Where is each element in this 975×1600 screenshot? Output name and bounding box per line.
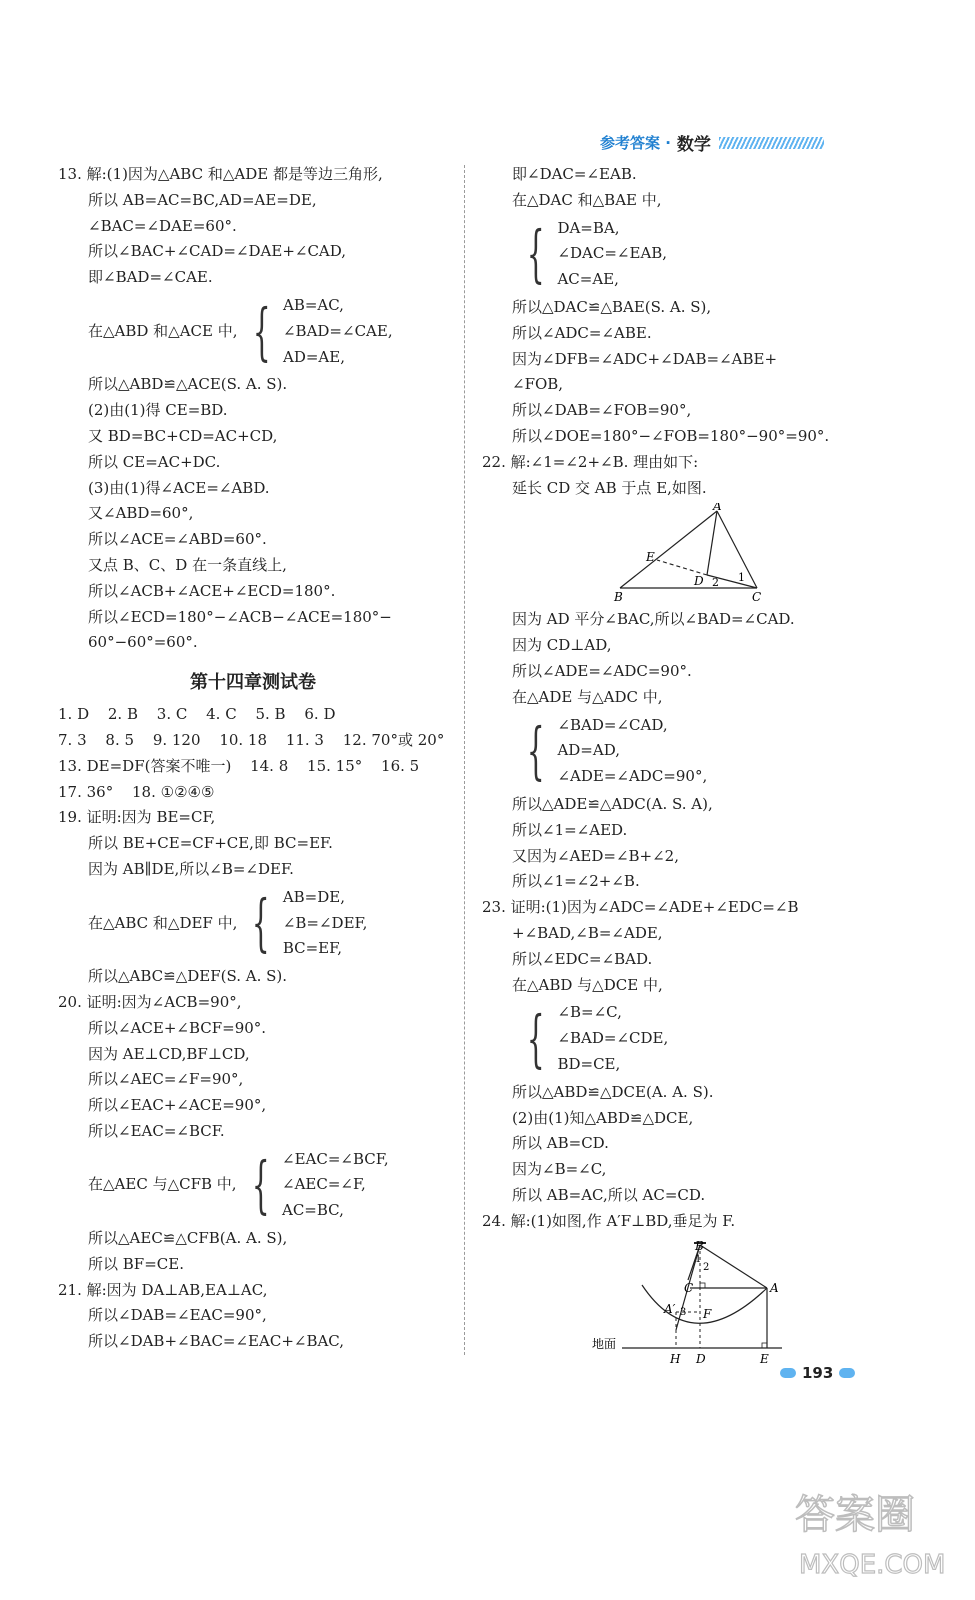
text-line: 所以∠DAB=∠FOB=90°, <box>512 401 692 420</box>
answer-item: 3. C <box>156 705 188 724</box>
equation-system <box>482 216 877 293</box>
equation-system <box>482 713 877 790</box>
system-item: AC=AE, <box>557 270 619 289</box>
text-line: 因为 AD 平分∠BAC,所以∠BAD=∠CAD. <box>512 610 795 629</box>
text-line: 所以∠EAC=∠BCF. <box>88 1121 225 1140</box>
text-line: 在△DAC 和△BAE 中, <box>512 190 662 209</box>
answer-row <box>58 754 448 780</box>
text-line: 所以 AB=AC=BC,AD=AE=DE, <box>88 190 317 209</box>
system-item: ∠B=∠C, <box>557 1003 622 1022</box>
answer-item: 7. 3 <box>58 730 87 749</box>
text-line: 所以∠DOE=180°−∠FOB=180°−90°=90°. <box>512 426 830 445</box>
system-item: BC=EF, <box>282 939 342 958</box>
text-line: 19. 证明:因为 BE=CF, <box>58 808 216 827</box>
equation-system <box>482 1000 877 1077</box>
text-line: 所以 CE=AC+DC. <box>88 452 221 471</box>
answer-item: 14. 8 <box>250 756 289 775</box>
fig-label: E <box>646 550 655 565</box>
text-line: 所以∠BAC+∠CAD=∠DAE+∠CAD, <box>88 242 347 261</box>
page-number <box>780 1364 855 1382</box>
problem-22 <box>482 450 877 895</box>
text-line: 所以 AB=CD. <box>512 1134 609 1153</box>
brace-icon: { <box>252 886 270 960</box>
text-line: 23. 证明:(1)因为∠ADC=∠ADE+∠EDC=∠B <box>482 898 799 917</box>
swing-figure <box>592 1240 792 1368</box>
brace-icon: { <box>526 1002 545 1075</box>
text-line: 所以 AB=AC,所以 AC=CD. <box>512 1185 706 1204</box>
column-divider <box>464 165 465 1355</box>
page-number-text: 193 <box>802 1364 834 1382</box>
fig-label: C <box>752 590 762 604</box>
problem-21 <box>58 1278 448 1355</box>
problem-24 <box>482 1209 877 1373</box>
fig-label: E <box>760 1352 769 1367</box>
fig-label: B <box>614 590 623 604</box>
text-line: 所以△ABD≌△DCE(A. A. S). <box>512 1082 714 1101</box>
watermark-logo <box>785 1478 955 1588</box>
system-item: ∠AEC=∠F, <box>282 1175 366 1194</box>
system-lead: 在△AEC 与△CFB 中, <box>88 1175 237 1194</box>
answer-item: 18. ①②④⑤ <box>132 782 215 801</box>
text-line: 21. 解:因为 DA⊥AB,EA⊥AC, <box>58 1280 268 1299</box>
text-line: 又点 B、C、D 在一条直线上, <box>88 555 287 574</box>
text-line: 又∠ABD=60°, <box>88 504 194 523</box>
text-line: 在△ABD 与△DCE 中, <box>512 975 663 994</box>
system-lead: 在△ABD 和△ACE 中, <box>88 321 238 340</box>
answer-item: 8. 5 <box>105 730 135 749</box>
answer-item: 6. D <box>304 705 336 724</box>
problem-21-continued <box>482 162 877 450</box>
system-item: AB=DE, <box>282 887 345 906</box>
text-line: 22. 解:∠1=∠2+∠B. 理由如下: <box>482 452 699 471</box>
answer-item: 11. 3 <box>285 730 324 749</box>
text-line: (3)由(1)得∠ACE=∠ABD. <box>88 478 270 497</box>
fig-label: 1 <box>738 571 745 585</box>
system-item: DA=BA, <box>557 218 620 237</box>
system-item: AD=AD, <box>557 741 620 760</box>
system-item: ∠EAC=∠BCF, <box>282 1149 389 1168</box>
text-line: 因为 CD⊥AD, <box>512 636 612 655</box>
chapter-title: 第十四章测试卷 <box>190 672 316 694</box>
answer-item: 15. 15° <box>307 756 363 775</box>
text-line: 13. 解:(1)因为△ABC 和△ADE 都是等边三角形, <box>58 165 383 183</box>
system-item: AD=AE, <box>282 347 345 366</box>
problem-13 <box>58 162 448 656</box>
text-line: (2)由(1)知△ABD≌△DCE, <box>512 1108 694 1127</box>
text-line: 所以△ADE≌△ADC(A. S. A), <box>512 794 713 813</box>
equation-system <box>58 293 448 370</box>
text-line: 所以∠ACB+∠ACE+∠ECD=180°. <box>88 581 336 600</box>
text-line: 20. 证明:因为∠ACB=90°, <box>58 992 242 1011</box>
problem-20 <box>58 990 448 1278</box>
fig-label: B <box>695 1240 704 1254</box>
system-item: ∠BAD=∠CAE, <box>282 321 393 340</box>
text-line: 所以△ABD≌△ACE(S. A. S). <box>88 375 288 394</box>
text-line: 所以△DAC≌△BAE(S. A. S), <box>512 297 712 316</box>
text-line: 因为 AE⊥CD,BF⊥CD, <box>88 1044 250 1063</box>
text-line: +∠BAD,∠B=∠ADE, <box>512 923 663 942</box>
fig-label: D <box>696 1352 706 1367</box>
fig-label: 2 <box>703 1262 710 1274</box>
text-line: 即∠BAD=∠CAE. <box>88 268 213 287</box>
text-line: 延长 CD 交 AB 于点 E,如图. <box>512 478 707 497</box>
svg-text:MXQE.COM: MXQE.COM <box>799 1550 946 1580</box>
answer-item: 12. 70°或 20° <box>342 730 445 749</box>
header-label: 参考答案 · <box>600 134 671 152</box>
text-line: 所以∠ACE=∠ABD=60°. <box>88 530 267 549</box>
equation-system <box>58 1147 448 1224</box>
text-line: 所以∠DAB+∠BAC=∠EAC+∠BAC, <box>88 1332 345 1351</box>
answer-row <box>58 728 448 754</box>
text-line: 所以∠AEC=∠F=90°, <box>88 1070 244 1089</box>
system-lead: 在△ABC 和△DEF 中, <box>88 913 238 932</box>
page-header <box>600 130 824 155</box>
text-line: 又因为∠AED=∠B+∠2, <box>512 846 679 865</box>
fig-label: 1 <box>695 1254 702 1266</box>
header-subject: 数学 <box>676 135 711 155</box>
answer-item: 13. DE=DF(答案不唯一) <box>58 756 232 775</box>
system-item: ∠ADE=∠ADC=90°, <box>557 767 708 786</box>
fig-label: C <box>684 1281 694 1296</box>
text-line: 24. 解:(1)如图,作 A′F⊥BD,垂足为 F. <box>482 1211 736 1230</box>
text-line: 所以∠EAC+∠ACE=90°, <box>88 1096 267 1115</box>
left-column <box>58 162 448 1355</box>
text-line: 所以 BF=CE. <box>88 1254 184 1273</box>
problem-23 <box>482 895 877 1209</box>
answer-row <box>58 702 448 728</box>
text-line: 所以∠DAB=∠EAC=90°, <box>88 1306 267 1325</box>
fig-label: A <box>713 503 722 514</box>
header-decoration <box>719 137 824 149</box>
text-line: 所以△AEC≌△CFB(A. A. S), <box>88 1229 288 1248</box>
system-item: ∠BAD=∠CAD, <box>557 715 668 734</box>
dot-icon <box>839 1368 855 1378</box>
system-item: ∠DAC=∠EAB, <box>557 244 668 263</box>
fig-label: 地面 <box>592 1337 617 1352</box>
answer-item: 5. B <box>255 705 286 724</box>
brace-icon: { <box>251 1148 270 1222</box>
brace-icon: { <box>526 217 545 291</box>
system-item: ∠BAD=∠CDE, <box>557 1029 669 1048</box>
text-line: 所以∠1=∠AED. <box>512 820 628 839</box>
fig-label: D <box>694 574 704 589</box>
system-item: AC=BC, <box>282 1201 344 1220</box>
problem-19 <box>58 805 448 990</box>
answer-row <box>58 780 448 806</box>
text-line: ∠FOB, <box>512 375 564 394</box>
text-line: 所以 BE+CE=CF+CE,即 BC=EF. <box>88 834 333 853</box>
text-line: 又 BD=BC+CD=AC+CD, <box>88 426 278 445</box>
fig-label: A′ <box>664 1302 676 1317</box>
answer-item: 9. 120 <box>152 730 201 749</box>
brace-icon: { <box>252 294 271 368</box>
text-line: 所以∠EDC=∠BAD. <box>512 949 653 968</box>
text-line: 60°−60°=60°. <box>88 633 198 652</box>
text-line: 因为∠B=∠C, <box>512 1160 607 1179</box>
fig-label: 2 <box>712 576 719 590</box>
text-line: ∠BAC=∠DAE=60°. <box>88 216 237 235</box>
answer-item: 10. 18 <box>219 730 268 749</box>
text-line: (2)由(1)得 CE=BD. <box>88 401 228 420</box>
answer-item: 4. C <box>206 705 237 724</box>
text-line: 因为∠DFB=∠ADC+∠DAB=∠ABE+ <box>512 349 778 368</box>
answer-item: 2. B <box>107 705 138 724</box>
text-line: 所以∠ADE=∠ADC=90°. <box>512 661 692 680</box>
triangle-figure <box>602 503 782 603</box>
text-line: 在△ADE 与△ADC 中, <box>512 687 663 706</box>
text-line: 所以△ABC≌△DEF(S. A. S). <box>88 967 288 986</box>
text-line: 所以∠ADC=∠ABE. <box>512 323 652 342</box>
fig-label: 3 <box>680 1307 687 1319</box>
system-item: BD=CE, <box>557 1054 621 1073</box>
system-item: AB=AC, <box>282 295 344 314</box>
answer-item: 17. 36° <box>58 782 114 801</box>
system-item: ∠B=∠DEF, <box>282 913 368 932</box>
equation-system <box>58 885 448 962</box>
text-line: 所以∠ACE+∠BCF=90°. <box>88 1018 267 1037</box>
right-column <box>482 162 877 1372</box>
text-line: 即∠DAC=∠EAB. <box>512 165 637 183</box>
fig-label: F <box>703 1307 712 1322</box>
text-line: 所以∠1=∠2+∠B. <box>512 872 640 891</box>
text-line: 因为 AB∥DE,所以∠B=∠DEF. <box>88 859 294 878</box>
text-line: 所以∠ECD=180°−∠ACB−∠ACE=180°− <box>88 607 392 626</box>
brace-icon: { <box>526 714 545 788</box>
dot-icon <box>780 1368 796 1378</box>
answer-item: 16. 5 <box>381 756 420 775</box>
svg-text:答案圈: 答案圈 <box>795 1492 915 1538</box>
answer-item: 1. D <box>58 705 90 724</box>
fig-label: H <box>670 1352 681 1367</box>
fig-label: A <box>770 1281 779 1296</box>
answer-key <box>58 702 448 805</box>
